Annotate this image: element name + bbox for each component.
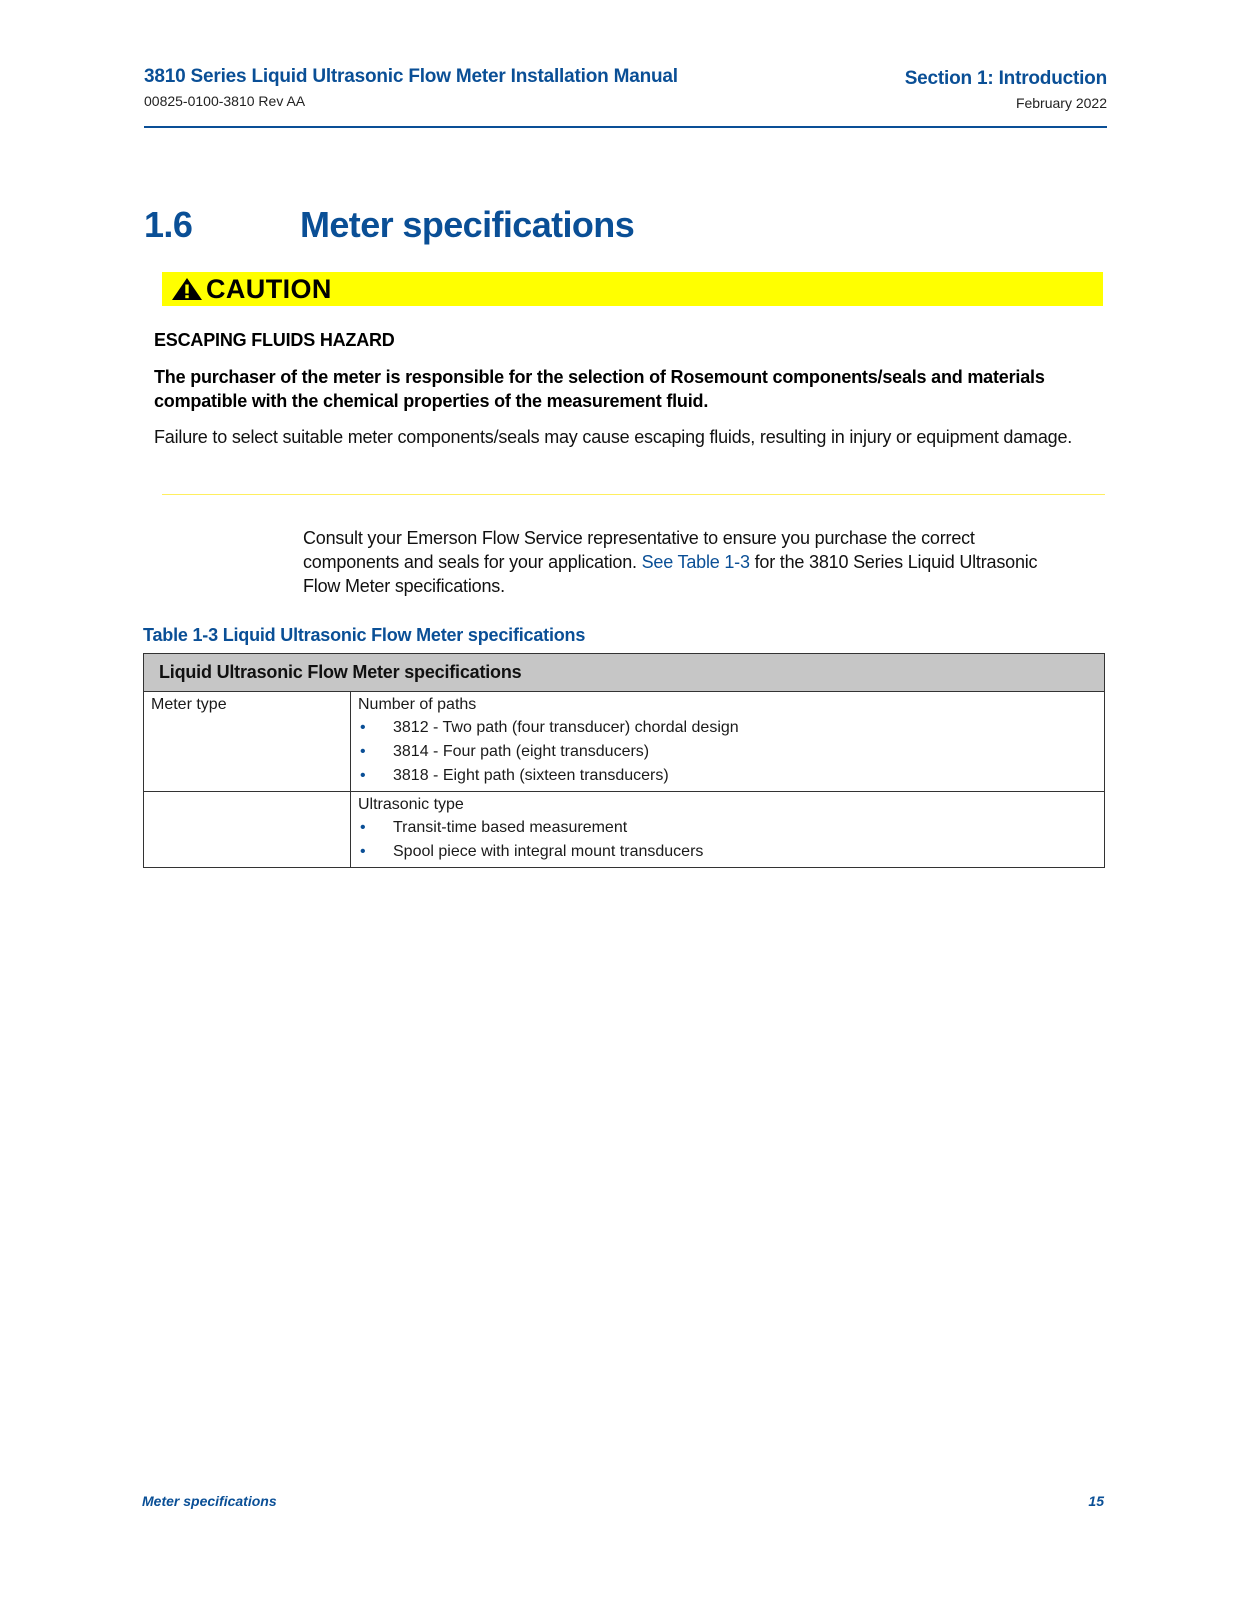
- hazard-title: ESCAPING FLUIDS HAZARD: [154, 330, 395, 350]
- section-title: Section 1: Introduction: [904, 68, 1107, 89]
- section-heading: [144, 204, 634, 246]
- list-item: [358, 840, 1097, 864]
- list-item-text: Spool piece with integral mount transducers: [393, 843, 704, 860]
- bullet-icon: •: [360, 843, 366, 860]
- header-divider: [144, 126, 1107, 128]
- warning-triangle-icon: [170, 276, 204, 302]
- table-caption: Table 1-3 Liquid Ultrasonic Flow Meter specifications: [143, 625, 586, 645]
- table-reference-link[interactable]: See Table 1-3: [641, 552, 750, 572]
- caution-banner: [162, 272, 1103, 306]
- list-item-text: 3812 - Two path (four transducer) chordal design: [393, 719, 739, 736]
- row-label: Meter type: [144, 692, 351, 791]
- bullet-icon: •: [360, 743, 366, 760]
- specifications-table: [143, 653, 1105, 868]
- row-label: [144, 792, 351, 867]
- row-content: [351, 692, 1104, 791]
- hazard-statement: The purchaser of the meter is responsible for the selection of Rosemount components/seals and materials compatible with the chemical properties of the measurement fluid.: [154, 367, 1045, 411]
- table-row: [144, 692, 1104, 792]
- footer-section-name: Meter specifications: [142, 1493, 277, 1509]
- body-paragraph: [303, 526, 1063, 598]
- list-item-text: Transit-time based measurement: [393, 819, 628, 836]
- list-item: [358, 816, 1097, 840]
- section-heading-title: Meter specifications: [300, 204, 635, 245]
- bullet-icon: •: [360, 719, 366, 736]
- document-date: February 2022: [1015, 95, 1107, 111]
- caution-label: CAUTION: [206, 273, 332, 304]
- hazard-consequence: Failure to select suitable meter components/seals may cause escaping fluids, resulting in injury or equipment damage.: [154, 427, 1073, 447]
- table-header: Liquid Ultrasonic Flow Meter specifications: [144, 654, 1104, 692]
- row-subheading: Ultrasonic type: [358, 796, 464, 813]
- list-item-text: 3814 - Four path (eight transducers): [393, 743, 650, 760]
- page-number: 15: [1088, 1493, 1104, 1509]
- list-item: [358, 716, 1097, 740]
- list-item: [358, 764, 1097, 788]
- section-number: 1.6: [144, 204, 193, 245]
- row-subheading: Number of paths: [358, 696, 477, 713]
- caution-end-divider: [162, 494, 1105, 495]
- list-item: [358, 740, 1097, 764]
- bullet-icon: •: [360, 819, 366, 836]
- page-header-right: [905, 68, 1107, 111]
- list-item-text: 3818 - Eight path (sixteen transducers): [393, 767, 669, 784]
- document-number: 00825-0100-3810 Rev AA: [144, 93, 306, 109]
- page-header-left: [144, 66, 678, 109]
- manual-title: 3810 Series Liquid Ultrasonic Flow Meter Installation Manual: [144, 66, 678, 87]
- body-text-before: Consult your Emerson Flow Service representative to ensure you purchase the correct components and seals for your application.: [303, 528, 975, 572]
- table-row: [144, 792, 1104, 867]
- row-content: [351, 792, 1104, 867]
- bullet-icon: •: [360, 767, 366, 784]
- body-text-after: for the 3810 Series Liquid Ultrasonic Flow Meter specifications.: [303, 552, 1038, 596]
